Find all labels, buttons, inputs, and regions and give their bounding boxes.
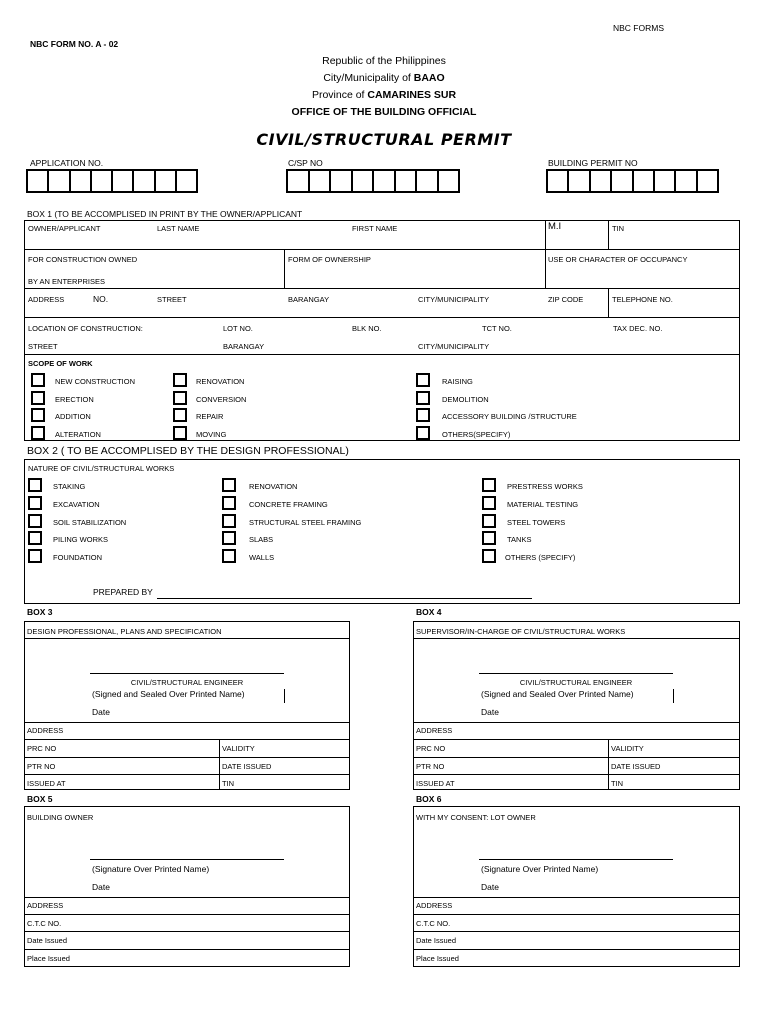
location-barangay-label: BARANGAY — [223, 342, 265, 351]
checkbox-erection[interactable] — [31, 391, 45, 405]
box3-signed-label: (Signed and Sealed Over Printed Name) — [92, 689, 245, 699]
scope-raising-label: RAISING — [442, 377, 473, 386]
box6-heading: WITH MY CONSENT: LOT OWNER — [416, 813, 536, 822]
address-barangay-label: BARANGAY — [288, 295, 330, 304]
checkbox-structural-steel-framing[interactable] — [222, 514, 236, 528]
location-street-label: STREET — [28, 342, 58, 351]
box4-issued-at-label: ISSUED AT — [416, 779, 455, 788]
mi-label: M.I — [548, 221, 562, 232]
box6-address-label: ADDRESS — [416, 901, 453, 910]
box2-heading: BOX 2 ( TO BE ACCOMPLISED BY THE DESIGN PROFESSIONAL) — [27, 445, 349, 457]
box4-label: BOX 4 — [416, 607, 442, 617]
tin-label: TIN — [612, 224, 625, 233]
checkbox-concrete-framing[interactable] — [222, 496, 236, 510]
box5-date-issued-label: Date Issued — [27, 936, 68, 945]
box3-prc-no-label: PRC NO — [27, 744, 57, 753]
use-or-character-label: USE OR CHARACTER OF OCCUPANCY — [548, 255, 688, 264]
checkbox-renovation-works[interactable] — [222, 478, 236, 492]
box6-date-issued-label: Date Issued — [416, 936, 457, 945]
box6-ctc-label: C.T.C NO. — [416, 919, 451, 928]
scope-of-work-heading: SCOPE OF WORK — [28, 359, 93, 368]
box4-date-label: Date — [481, 707, 499, 717]
works-piling-works-label: PILING WORKS — [53, 535, 109, 544]
office-line: OFFICE OF THE BUILDING OFFICIAL — [291, 106, 477, 118]
box4-engineer-label: CIVIL/STRUCTURAL ENGINEER — [519, 678, 633, 687]
scope-erection-label: ERECTION — [55, 395, 94, 404]
works-structural-steel-framing-label: STRUCTURAL STEEL FRAMING — [249, 518, 362, 527]
works-soil-stabilization-label: SOIL STABILIZATION — [53, 518, 127, 527]
city-line — [0, 72, 768, 84]
box4-signature-line[interactable] — [479, 673, 673, 674]
works-material-testing-label: MATERIAL TESTING — [507, 500, 579, 509]
checkbox-new-construction[interactable] — [31, 373, 45, 387]
box3-signature-line[interactable] — [90, 673, 284, 674]
nbc-forms-label: NBC FORMS — [613, 23, 664, 33]
checkbox-repair[interactable] — [173, 408, 187, 422]
address-city-label: CITY/MUNICIPALITY — [418, 295, 490, 304]
works-steel-towers-label: STEEL TOWERS — [507, 518, 566, 527]
checkbox-moving[interactable] — [173, 426, 187, 440]
checkbox-others-works[interactable] — [482, 549, 496, 563]
box3-tin-label: TIN — [222, 779, 235, 788]
prepared-by-label: PREPARED BY — [93, 587, 153, 597]
works-tanks-label: TANKS — [507, 535, 532, 544]
scope-moving-label: MOVING — [196, 430, 227, 439]
last-name-label: LAST NAME — [157, 224, 200, 233]
republic-line: Republic of the Philippines — [322, 55, 446, 67]
checkbox-others-scope[interactable] — [416, 426, 430, 440]
box4-ptr-no-label: PTR NO — [416, 762, 445, 771]
box5-heading: BUILDING OWNER — [27, 813, 94, 822]
box5-address-label: ADDRESS — [27, 901, 64, 910]
city-name: BAAO — [413, 72, 445, 84]
box5-date-label: Date — [92, 882, 110, 892]
box6-date-label: Date — [481, 882, 499, 892]
address-label: ADDRESS — [28, 295, 65, 304]
checkbox-prestress-works[interactable] — [482, 478, 496, 492]
address-street-label: STREET — [157, 295, 187, 304]
by-an-enterprises-label: BY AN ENTERPRISES — [28, 277, 105, 286]
owner-applicant-label: OWNER/APPLICANT — [28, 224, 101, 233]
works-renovation-label: RENOVATION — [249, 482, 298, 491]
box6-signature-label: (Signature Over Printed Name) — [481, 864, 599, 874]
box2-frame — [24, 459, 740, 604]
checkbox-renovation[interactable] — [173, 373, 187, 387]
page-title: CIVIL/STRUCTURAL PERMIT — [256, 130, 512, 149]
works-excavation-label: EXCAVATION — [53, 500, 100, 509]
works-concrete-framing-label: CONCRETE FRAMING — [249, 500, 328, 509]
building-permit-no-label: BUILDING PERMIT NO — [548, 158, 638, 168]
csp-no-label: C/SP NO — [288, 158, 323, 168]
checkbox-conversion[interactable] — [173, 391, 187, 405]
scope-repair-label: REPAIR — [196, 412, 224, 421]
works-walls-label: WALLS — [249, 553, 275, 562]
checkbox-steel-towers[interactable] — [482, 514, 496, 528]
box5-ctc-label: C.T.C NO. — [27, 919, 62, 928]
works-staking-label: STAKING — [53, 482, 86, 491]
box3-address-label: ADDRESS — [27, 726, 64, 735]
checkbox-demolition[interactable] — [416, 391, 430, 405]
checkbox-accessory-building[interactable] — [416, 408, 430, 422]
checkbox-excavation[interactable] — [28, 496, 42, 510]
nature-of-works-heading: NATURE OF CIVIL/STRUCTURAL WORKS — [28, 464, 175, 473]
box3-heading: DESIGN PROFESSIONAL, PLANS AND SPECIFICATION — [27, 627, 222, 636]
application-no-field[interactable] — [26, 169, 198, 193]
works-others-label: OTHERS (SPECIFY) — [505, 553, 576, 562]
prepared-by-line[interactable] — [157, 598, 532, 599]
box3-frame — [24, 621, 350, 790]
building-permit-no-field[interactable] — [546, 169, 719, 193]
checkbox-staking[interactable] — [28, 478, 42, 492]
box3-ptr-no-label: PTR NO — [27, 762, 56, 771]
box4-signed-label: (Signed and Sealed Over Printed Name) — [481, 689, 634, 699]
box3-label: BOX 3 — [27, 607, 53, 617]
box4-date-issued-label: DATE ISSUED — [611, 762, 661, 771]
location-of-construction-label: LOCATION OF CONSTRUCTION: — [28, 324, 143, 333]
scope-conversion-label: CONVERSION — [196, 395, 247, 404]
zip-code-label: ZIP CODE — [548, 295, 584, 304]
box3-engineer-label: CIVIL/STRUCTURAL ENGINEER — [130, 678, 244, 687]
box6-label: BOX 6 — [416, 794, 442, 804]
box6-signature-line[interactable] — [479, 859, 673, 860]
box4-heading: SUPERVISOR/IN-CHARGE OF CIVIL/STRUCTURAL WORKS — [416, 627, 626, 636]
scope-new-construction-label: NEW CONSTRUCTION — [55, 377, 135, 386]
checkbox-tanks[interactable] — [482, 531, 496, 545]
form-number: NBC FORM NO. A - 02 — [30, 39, 119, 49]
province-name: CAMARINES SUR — [367, 89, 457, 101]
scope-accessory-building-label: ACCESSORY BUILDING /STRUCTURE — [442, 412, 577, 421]
application-no-label: APPLICATION NO. — [30, 158, 104, 168]
scope-others-label: OTHERS(SPECIFY) — [442, 430, 511, 439]
scope-alteration-label: ALTERATION — [55, 430, 101, 439]
city-prefix: City/Municipality of — [323, 72, 414, 84]
box3-date-label: Date — [92, 707, 110, 717]
box3-issued-at-label: ISSUED AT — [27, 779, 66, 788]
box5-frame — [24, 806, 350, 967]
scope-renovation-label: RENOVATION — [196, 377, 245, 386]
province-line — [0, 89, 768, 101]
checkbox-walls[interactable] — [222, 549, 236, 563]
checkbox-addition[interactable] — [31, 408, 45, 422]
box4-address-label: ADDRESS — [416, 726, 453, 735]
box1-heading: BOX 1 (TO BE ACCOMPLISED IN PRINT BY THE OWNER/APPLICANT — [27, 209, 303, 219]
checkbox-material-testing[interactable] — [482, 496, 496, 510]
box4-prc-no-label: PRC NO — [416, 744, 446, 753]
box6-frame — [413, 806, 740, 967]
box3-date-issued-label: DATE ISSUED — [222, 762, 272, 771]
box6-place-issued-label: Place Issued — [416, 954, 459, 963]
box4-frame — [413, 621, 740, 790]
checkbox-raising[interactable] — [416, 373, 430, 387]
box4-tin-label: TIN — [611, 779, 624, 788]
box5-place-issued-label: Place Issued — [27, 954, 70, 963]
checkbox-slabs[interactable] — [222, 531, 236, 545]
box5-signature-label: (Signature Over Printed Name) — [92, 864, 210, 874]
box5-signature-line[interactable] — [90, 859, 284, 860]
works-foundation-label: FOUNDATION — [53, 553, 103, 562]
first-name-label: FIRST NAME — [352, 224, 398, 233]
lot-no-label: LOT NO. — [223, 324, 253, 333]
box3-validity-label: VALIDITY — [222, 744, 255, 753]
box5-label: BOX 5 — [27, 794, 53, 804]
scope-demolition-label: DEMOLITION — [442, 395, 489, 404]
telephone-no-label: TELEPHONE NO. — [612, 295, 673, 304]
for-construction-owned-label: FOR CONSTRUCTION OWNED — [28, 255, 138, 264]
checkbox-piling-works[interactable] — [28, 531, 42, 545]
box4-validity-label: VALIDITY — [611, 744, 644, 753]
works-prestress-label: PRESTRESS WORKS — [507, 482, 583, 491]
province-prefix: Province of — [311, 89, 368, 101]
works-slabs-label: SLABS — [249, 535, 274, 544]
form-of-ownership-label: FORM OF OWNERSHIP — [288, 255, 371, 264]
csp-no-field[interactable] — [286, 169, 460, 193]
tax-dec-no-label: TAX DEC. NO. — [613, 324, 663, 333]
location-city-label: CITY/MUNICIPALITY — [418, 342, 490, 351]
checkbox-foundation[interactable] — [28, 549, 42, 563]
tct-no-label: TCT NO. — [482, 324, 512, 333]
scope-addition-label: ADDITION — [55, 412, 91, 421]
checkbox-soil-stabilization[interactable] — [28, 514, 42, 528]
checkbox-alteration[interactable] — [31, 426, 45, 440]
blk-no-label: BLK NO. — [352, 324, 382, 333]
address-no-label: NO. — [93, 294, 109, 304]
